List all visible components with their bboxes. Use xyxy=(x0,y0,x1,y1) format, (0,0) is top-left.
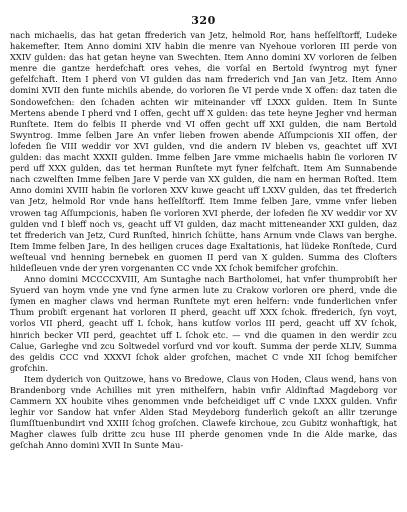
paragraph-3: Item dyderich von Quitzowe, hans vo Bredowe, Claus von Hoden, Claus wend, hans von Brandenborg vnde Achillies mit yren mithelfern, habin vnfir Aldinftad Magdeborg vor Cammern XX houbite vihes genommen vnde befcheidiget uff C vnde LXXX gulden. Vnfir leghir vor Sandow hat vnfer Alden Stad Meydeborg funderlich gekoſt an allir tzerunge ſlumſſtuenbundirt vnd XXIII ſchog groſchen. Clawefe kirchoue, zcu Gubitz wonhaftigk, hat Magher clawes ſulb dritte zcu huse III pherde genomen vnde In die Alde marke, das geſchah Anno domini XVII In Sunte Mau- xyxy=(10,373,397,451)
paragraph-1: nach michaelis, das hat getan ffrederich van Jetz, helmold Ror, hans heſſelſtorff, Ludeke hakemefter. Item Anno domini XIV habin die menre van Nyehoue vorloren III perde von XXIV gulden: das hat getan heyne van Swechten. Item Anno domini XV vorloren de ſelben menre die gantze herdefchaft ores vehes, die vorſal en Bertold ſwyntrog myt fyner gefelfchaft. Item I pherd von VI gulden das nam frrederich vnd Jan van Jetz. Item Anno domini XVII den funte michils abende, do vorloren ſie VI perde vnde X offen: daz taten die Sondowefchen: den ſchaden achten wir miteinander vff LXXX gulden. Item In Sunte Mertens abende I pherd vnd I offen, gecht uff X gulden: das tete heyne Jegher vnd herman Runſtete. Item do felbis II pherde vnd VI offen gecht uff XXI gulden, die nam Bertold Swyntrog. Imme ſelben Jare An vnfer lieben frowen abende Aſſumpcionis XII offen, der lofeden ſie VIII weddir vor XVI gulden, vnd die andern IV bleben vs, geachtet uff XVI gulden: das macht XXXII gulden. Imme felben Jare vmme michaelis habin ſie vorloren IV perd uff XXX gulden, das tet herman Runſtete myt fyner felfchaft. Item Am Sunnabende nach czwelften Imme felben Jare V perde van XX gulden, die nam en herman Roſted. Item Anno domini XVIII habin ſie vorloren XXV kuwe geacht uff LXXV gulden, das tet ffrederich van Jetz, helmold Ror vnde hans heſſelſtorff. Item Imme felben Jare, vmme vnfer lieben vrowen tag Aſſumpcionis, haben ſie vorloren XVI pherde, der lofeden ſie XV weddir vor XV gulden vnd I bleff noch vs, geacht uff VI gulden, daz macht mitteneander XXI gulden, daz tet ffrederich van Jetz, Curd Runſted, hinrich ſchütte, hans Arnum vnde Claws van berghe. Item Imme felben Jare, In des heiligen cruces dage Exaltationis, hat lüdeke Ronſtede, Curd weſteual vnd henning bernebek en guomen II perd van X gulden. Summa des Cloſters hildeſleuen vnde der yren vorgenanten CC vnde XX ſchok bemifcher grofchin. xyxy=(10,30,397,273)
page-number: 320 xyxy=(191,14,216,27)
paragraph-2: Anno domini MCCCCXVIII, Am Suntaghe nach Bartholomei, hat vnfer thumprobiſt her Syuerd van hoym vnde yne vnd ſyne armen lute zu Crakow vorloren ore pherd, vnde die ſymen en magher claws vnd herman Runſtete myt eren helfern: vnde funderlichen vnfer Thum probiſt ergenant hat vorloren II pherd, geacht uff XXX ſchok. ffrederich, ſyn voyt, vorlos VII pherd, geacht uff L ſchok, hans kutſow vorlos III perd, geacht uff XV ſchok, hinrich becker VII perd, geachtet uff L ſchok etc. — vnd die quamen in den werdir zcu Calue, Garleghe vnd zcu Soltwedel vorſurd vnd vor kouft. Summa der perde XLIV, Summa des geldis CCC vnd XXXVI ſchok alder grofchen, machet C vnde XII ſchog bemifcher grofchin. xyxy=(10,274,397,373)
